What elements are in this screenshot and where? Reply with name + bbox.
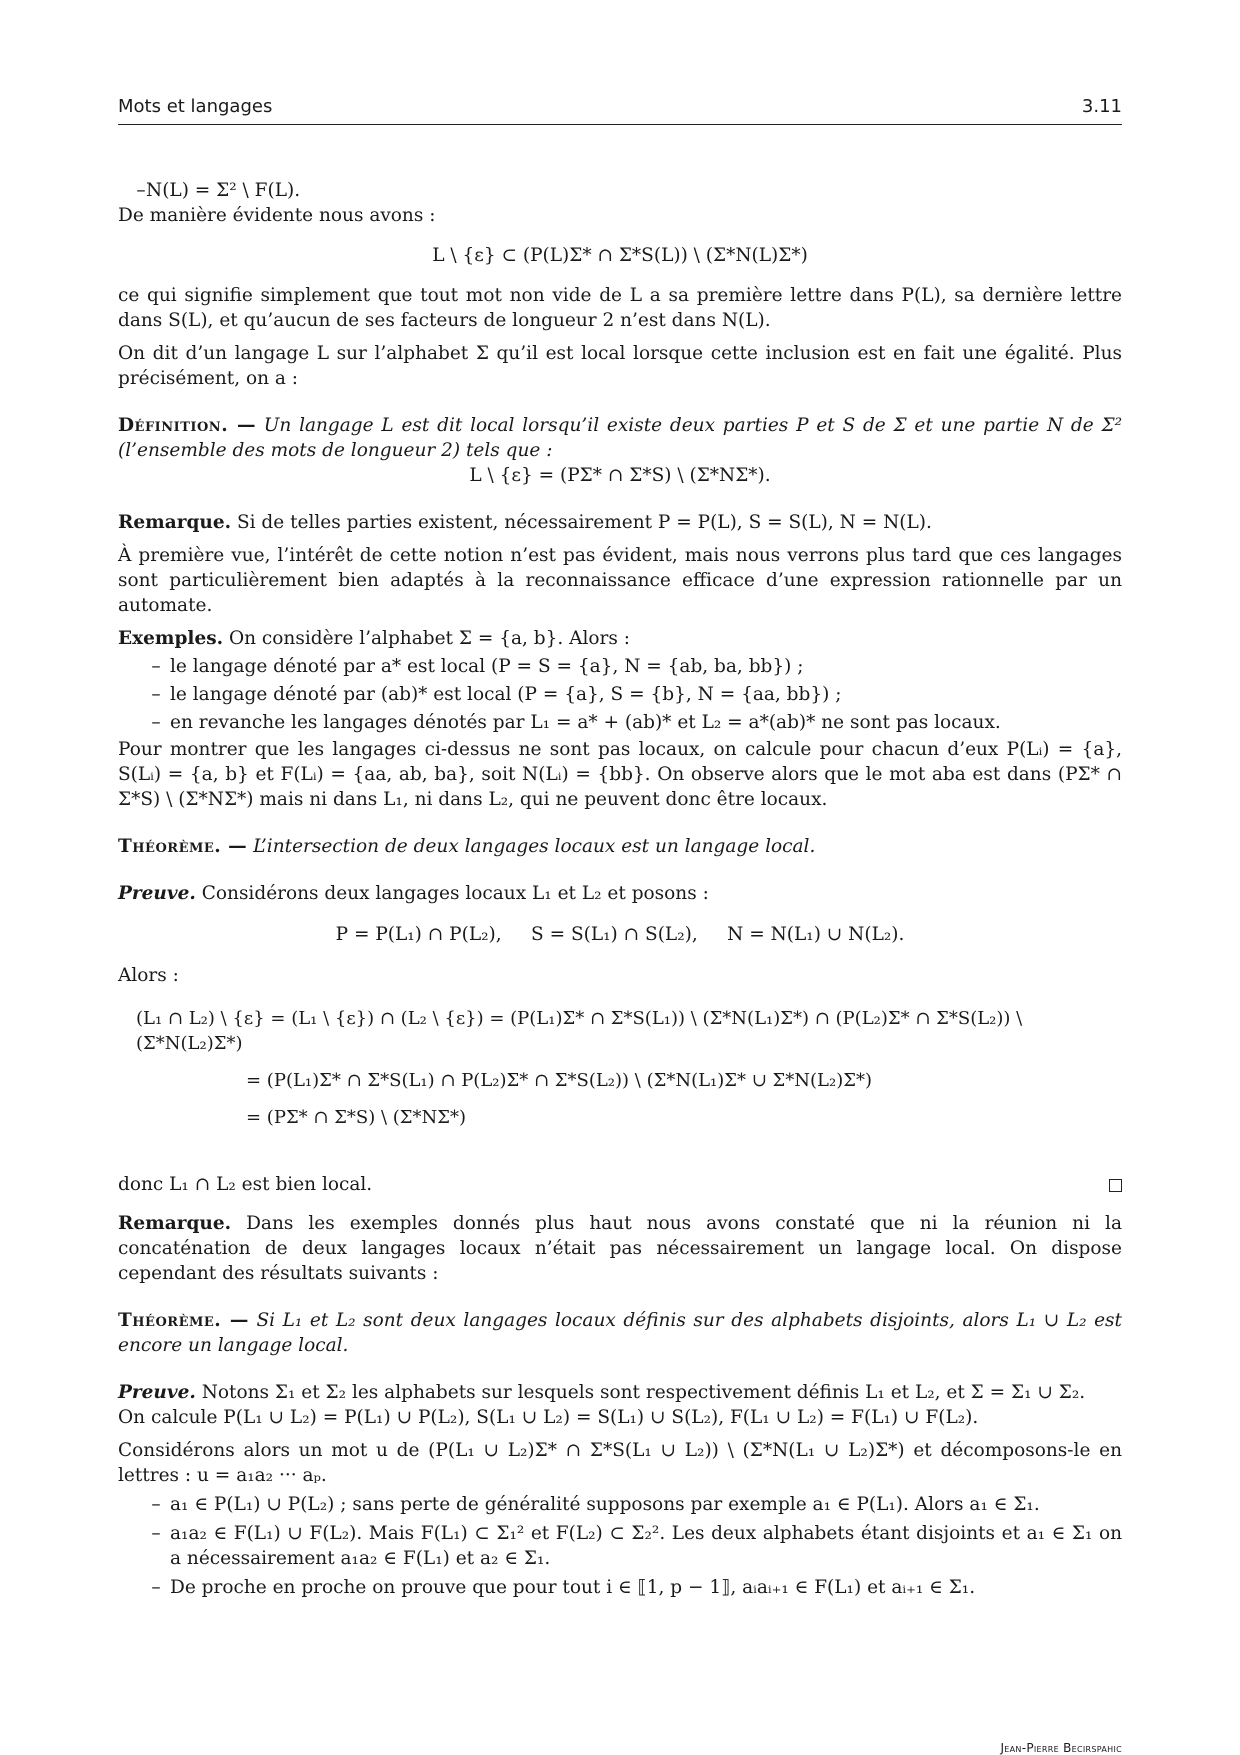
theorem-text: Si L₁ et L₂ sont deux langages locaux définis sur des alphabets disjoints, alors L₁ ∪ L₂ est encore un langage local.: [118, 1310, 1122, 1356]
proof-conclusion: donc L₁ ∩ L₂ est bien local.: [118, 1172, 1122, 1197]
paragraph: Considérons alors un mot u de (P(L₁ ∪ L₂)Σ* ∩ Σ*S(L₁ ∪ L₂)) \ (Σ*N(L₁ ∪ L₂)Σ*) et décomposons-le en lettres : u = a₁a₂ ··· aₚ.: [118, 1440, 1122, 1486]
paragraph: On calcule P(L₁ ∪ L₂) = P(L₁) ∪ P(L₂), S(L₁ ∪ L₂) = S(L₁) ∪ S(L₂), F(L₁ ∪ L₂) = F(L₁) ∪ F(L₂).: [118, 1407, 979, 1428]
header-title: Mots et langages: [118, 96, 273, 117]
examples-label: Exemples.: [118, 628, 224, 649]
equation-line: = (PΣ* ∩ Σ*S) \ (Σ*NΣ*): [246, 1107, 467, 1128]
paragraph: ce qui signifie simplement que tout mot non vide de L a sa première lettre dans P(L), sa dernière lettre dans S(L), et qu’aucun de ses facteurs de longueur 2 n’est dans N(L).: [118, 285, 1122, 331]
remark-label: Remarque.: [118, 1213, 232, 1234]
paragraph: À première vue, l’intérêt de cette notion n’est pas évident, mais nous verrons plus tard que ces langages sont particulièrement bien adaptés à la reconnaissance efficace d’une expression rationnelle par un automate.: [118, 545, 1122, 616]
definition: [118, 413, 1122, 463]
theorem: [118, 834, 1122, 859]
list-item: – le langage dénoté par a* est local (P = S = {a}, N = {ab, ba, bb}) ;: [151, 656, 804, 677]
footer-author: Jean-Pierre Becirspahic: [1000, 1741, 1122, 1755]
theorem-text: L’intersection de deux langages locaux est un langage local.: [253, 836, 816, 857]
paragraph: Alors :: [118, 965, 179, 986]
paragraph: On dit d’un langage L sur l’alphabet Σ qu’il est local lorsque cette inclusion est en fait une égalité. Plus précisément, on a :: [118, 343, 1122, 389]
definition-label: Définition. —: [118, 415, 256, 436]
display-equation: L \ {ε} = (PΣ* ∩ Σ*S) \ (Σ*NΣ*).: [469, 465, 771, 486]
equation-line: (L₁ ∩ L₂) \ {ε} = (L₁ \ {ε}) ∩ (L₂ \ {ε}) = (P(L₁)Σ* ∩ Σ*S(L₁)) \ (Σ*N(L₁)Σ*) ∩ (P(L₂)Σ* ∩ Σ*S(L₂)) \ (Σ*N(L₂)Σ*): [136, 1008, 1023, 1054]
list-item: – a₁a₂ ∈ F(L₁) ∪ F(L₂). Mais F(L₁) ⊂ Σ₁² et F(L₂) ⊂ Σ₂². Les deux alphabets étant disjoints et a₁ ∈ Σ₁ on a nécessairement a₁a₂ ∈ F(L₁) et a₂ ∈ Σ₁.: [151, 1523, 1122, 1569]
multiline-equation: [136, 1006, 1122, 1130]
list-item: – le langage dénoté par (ab)* est local (P = {a}, S = {b}, N = {aa, bb}) ;: [151, 684, 842, 705]
list-item: – a₁ ∈ P(L₁) ∪ P(L₂) ; sans perte de généralité supposons par exemple a₁ ∈ P(L₁). Alors a₁ ∈ Σ₁.: [151, 1494, 1040, 1515]
proof: Preuve. Notons Σ₁ et Σ₂ les alphabets sur lesquels sont respectivement définis L₁ et L₂, et Σ = Σ₁ ∪ Σ₂.: [118, 1382, 1086, 1403]
qed-icon: [1109, 1179, 1122, 1192]
page: [118, 0, 1122, 1754]
theorem-label: Théorème. —: [118, 836, 248, 857]
paragraph: Pour montrer que les langages ci-dessus ne sont pas locaux, on calcule pour chacun d’eux P(Lᵢ) = {a}, S(Lᵢ) = {a, b} et F(Lᵢ) = {aa, ab, ba}, soit N(Lᵢ) = {bb}. On observe alors que le mot aba est dans (PΣ* ∩ Σ*S) \ (Σ*NΣ*) mais ni dans L₁, ni dans L₂, qui ne peuvent donc être locaux.: [118, 739, 1122, 810]
header-page-number: 3.11: [1081, 96, 1122, 117]
proof-label: Preuve.: [118, 1382, 196, 1403]
remark: Remarque. Dans les exemples donnés plus haut nous avons constaté que ni la réunion ni la concaténation de deux langages locaux n’était pas nécessairement un langage local. On dispose cependant des résultats suivants :: [118, 1213, 1122, 1284]
definition-text: Un langage L est dit local lorsqu’il existe deux parties P et S de Σ et une partie N de Σ² (l’ensemble des mots de longueur 2) tels que :: [118, 415, 1122, 461]
theorem: [118, 1308, 1122, 1358]
equation-line: = (P(L₁)Σ* ∩ Σ*S(L₁) ∩ P(L₂)Σ* ∩ Σ*S(L₂)) \ (Σ*N(L₁)Σ* ∪ Σ*N(L₂)Σ*): [246, 1070, 872, 1091]
running-header: [118, 96, 1122, 125]
body-text: [118, 178, 1122, 1600]
list-item: – en revanche les langages dénotés par L₁ = a* + (ab)* et L₂ = a*(ab)* ne sont pas locaux.: [151, 712, 1001, 733]
paragraph: De manière évidente nous avons :: [118, 205, 436, 226]
theorem-label: Théorème. —: [118, 1310, 249, 1331]
proof: Preuve. Considérons deux langages locaux L₁ et L₂ et posons :: [118, 883, 709, 904]
list-item: – N(L) = Σ² \ F(L).: [136, 180, 301, 201]
examples: Exemples. On considère l’alphabet Σ = {a, b}. Alors :: [118, 628, 630, 649]
display-equation: P = P(L₁) ∩ P(L₂), S = S(L₁) ∩ S(L₂), N = N(L₁) ∪ N(L₂).: [335, 924, 905, 945]
remark-label: Remarque.: [118, 512, 232, 533]
list-item: – De proche en proche on prouve que pour tout i ∈ ⟦1, p − 1⟧, aᵢaᵢ₊₁ ∈ F(L₁) et aᵢ₊₁ ∈ Σ₁.: [151, 1577, 976, 1598]
proof-label: Preuve.: [118, 883, 196, 904]
remark: Remarque. Si de telles parties existent, nécessairement P = P(L), S = S(L), N = N(L).: [118, 512, 932, 533]
display-equation: L \ {ε} ⊂ (P(L)Σ* ∩ Σ*S(L)) \ (Σ*N(L)Σ*): [432, 245, 808, 266]
